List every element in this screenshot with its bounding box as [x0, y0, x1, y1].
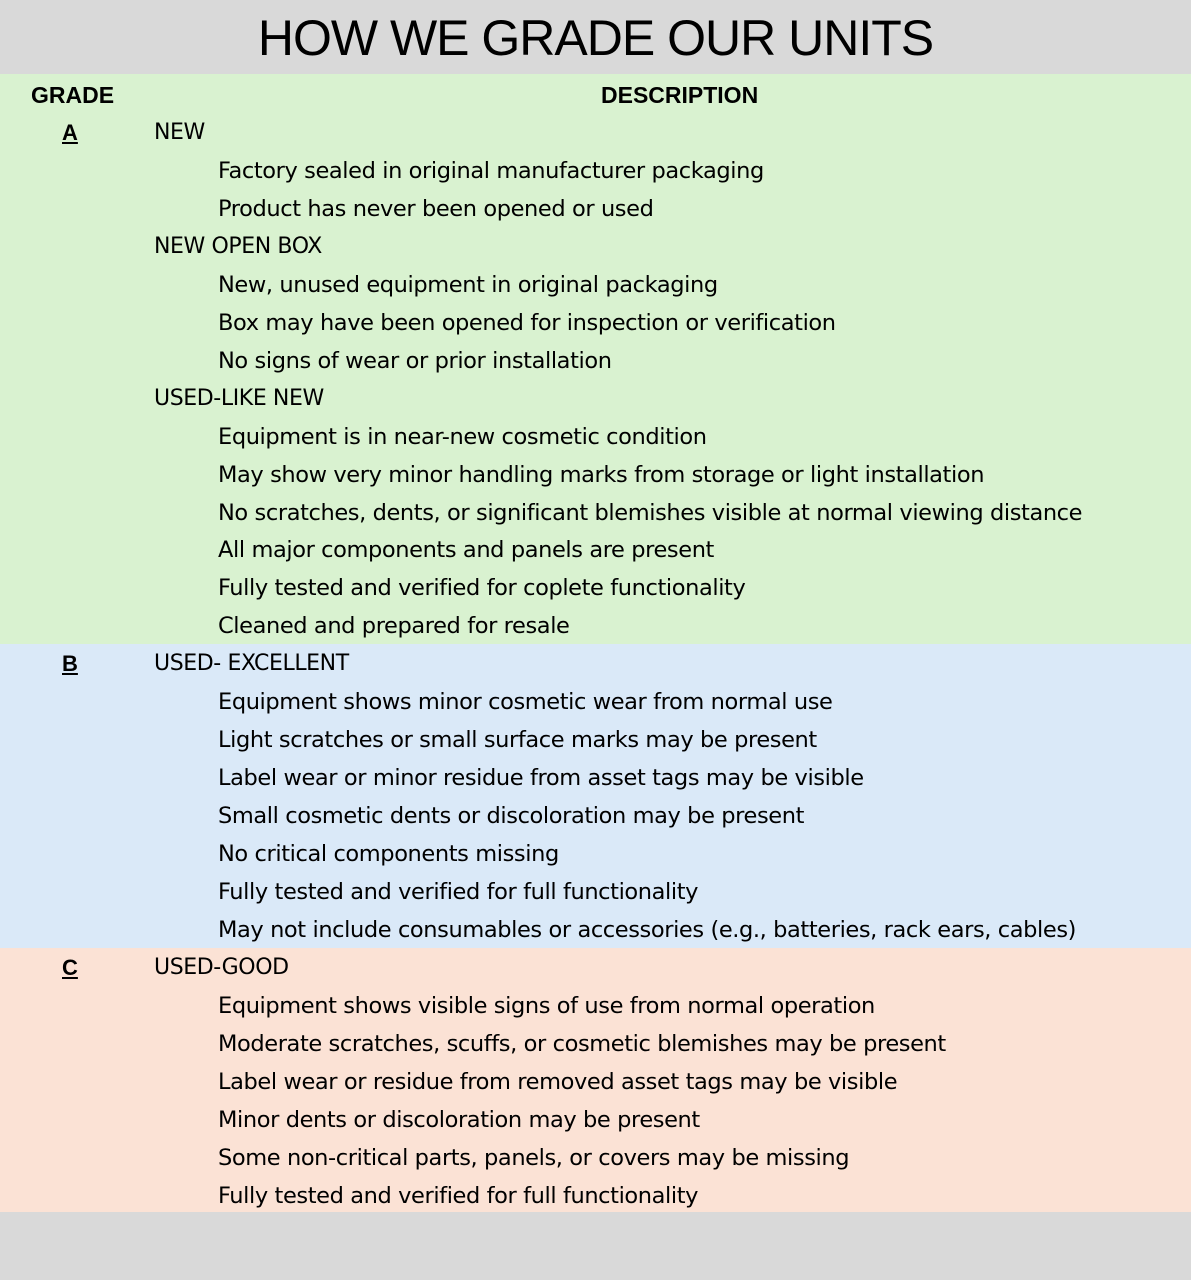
grade-letter-c: C: [62, 954, 78, 980]
description-item: Minor dents or discoloration may be present: [218, 1106, 700, 1133]
category-label: USED-GOOD: [154, 954, 289, 980]
description-item: Fully tested and verified for coplete functionality: [218, 575, 746, 602]
description-item: Small cosmetic dents or discoloration may be present: [218, 803, 804, 830]
description-item: Label wear or residue from removed asset tags may be visible: [218, 1068, 898, 1095]
grade-letter-a: A: [62, 120, 78, 145]
description-item: Moderate scratches, scuffs, or cosmetic blemishes may be present: [218, 1030, 946, 1057]
category-label: NEW: [154, 120, 205, 145]
description-item: Equipment shows visible signs of use from normal operation: [218, 992, 875, 1019]
table-header: [0, 74, 1191, 114]
description-item: Label wear or minor residue from asset tags may be visible: [218, 765, 864, 792]
description-item: Light scratches or small surface marks may be present: [218, 727, 817, 754]
description-item: Fully tested and verified for full functionality: [218, 879, 699, 905]
description-item: All major components and panels are present: [218, 537, 714, 564]
description-item: Equipment shows minor cosmetic wear from normal use: [218, 689, 833, 716]
description-item: Factory sealed in original manufacturer packaging: [218, 157, 764, 184]
description-item: Product has never been opened or used: [218, 195, 654, 222]
description-item: May show very minor handling marks from storage or light installation: [218, 461, 985, 488]
description-item: New, unused equipment in original packaging: [218, 271, 718, 298]
description-item: Box may have been opened for inspection or verification: [218, 309, 836, 336]
description-item: No scratches, dents, or significant blemishes visible at normal viewing distance: [218, 499, 1083, 526]
category-label: USED-LIKE NEW: [154, 385, 324, 411]
page-title: HOW WE GRADE OUR UNITS: [257, 10, 934, 66]
description-item: No signs of wear or prior installation: [218, 347, 612, 374]
description-item: Equipment is in near-new cosmetic condition: [218, 423, 707, 450]
category-label: USED- EXCELLENT: [154, 651, 349, 677]
description-item: May not include consumables or accessories (e.g., batteries, rack ears, cables): [218, 916, 1077, 943]
grade-letter-b: B: [62, 651, 78, 677]
grade-column-header: GRADE: [31, 82, 115, 108]
description-item: Some non-critical parts, panels, or covers may be missing: [218, 1144, 850, 1171]
description-item: No critical components missing: [218, 841, 559, 868]
category-label: NEW OPEN BOX: [154, 233, 322, 259]
description-item: Fully tested and verified for full functionality: [218, 1182, 699, 1209]
description-column-header: DESCRIPTION: [601, 82, 759, 108]
description-item: Cleaned and prepared for resale: [218, 613, 570, 640]
